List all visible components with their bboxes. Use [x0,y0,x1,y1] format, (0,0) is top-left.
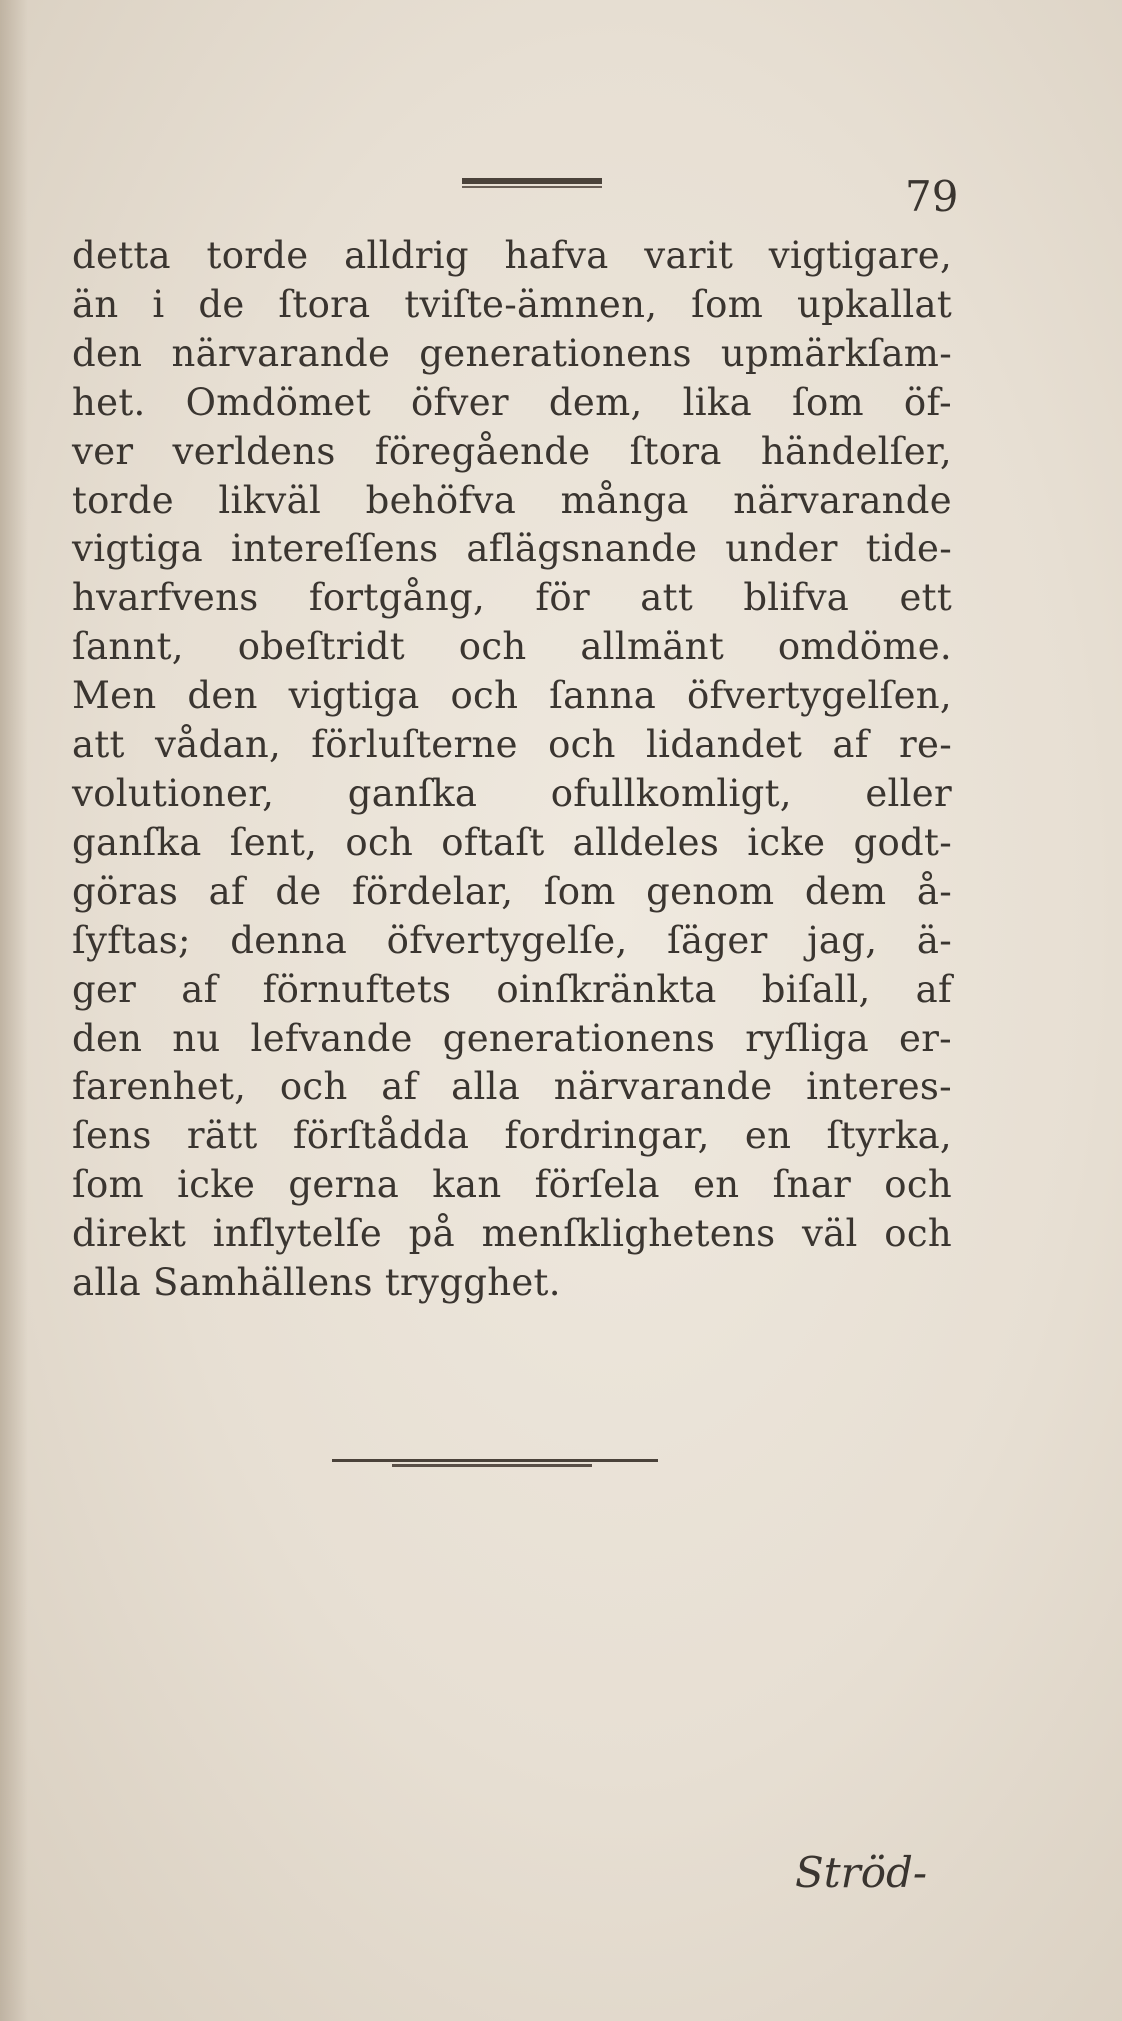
header-rule [462,178,602,188]
text-line: alla Samhällens trygghet. [72,1261,561,1305]
text-line: farenhet, och af alla närvarande interes- [72,1065,952,1109]
text-line: ver verldens föregående ſtora händelſer, [72,429,952,473]
section-end-rule [332,1459,658,1462]
text-line: göras af de fördelar, ſom genom dem å- [72,869,952,913]
text-line: vigtiga intereſſens aflägsnande under tide- [72,527,952,571]
text-line: het. Omdömet öfver dem, lika ſom öf- [72,380,952,424]
text-line: ſens rätt förſtådda fordringar, en ſtyrka, [72,1114,952,1158]
text-line: den nu lefvande generationens ryſliga er- [72,1016,952,1060]
text-line: än i de ſtora tviſte-ämnen, ſom upkallat [72,282,952,326]
text-line: hvarfvens fortgång, för att blifva ett [72,576,952,620]
text-line: ſannt, obeſtridt och allmänt omdöme. [72,625,952,669]
text-line: ſyftas; denna öfvertygelſe, ſäger jag, ä- [72,918,952,962]
body-text [72,232,952,1308]
text-line: torde likväl behöfva många närvarande [72,478,952,522]
text-line: ſom icke gerna kan förſela en ſnar och [72,1163,952,1207]
text-line: ganſka ſent, och oftaſt alldeles icke godt- [72,820,952,864]
text-line: detta torde alldrig hafva varit vigtigare, [72,234,952,277]
text-line: den närvarande generationens upmärkſam- [72,331,952,375]
page-number: 79 [905,172,959,221]
page-binding-shadow [0,0,28,2021]
text-line: ger af förnuftets oinſkränkta biſall, af [72,967,952,1011]
text-line: att vådan, förluſterne och lidandet af re- [72,723,952,767]
catchword: Ströd- [795,1848,928,1897]
text-line: Men den vigtiga och ſanna öfvertygelſen, [72,674,952,718]
text-line: volutioner, ganſka ofullkomligt, eller [72,771,952,815]
text-line: direkt inflytelſe på menſklighetens väl och [72,1212,952,1256]
